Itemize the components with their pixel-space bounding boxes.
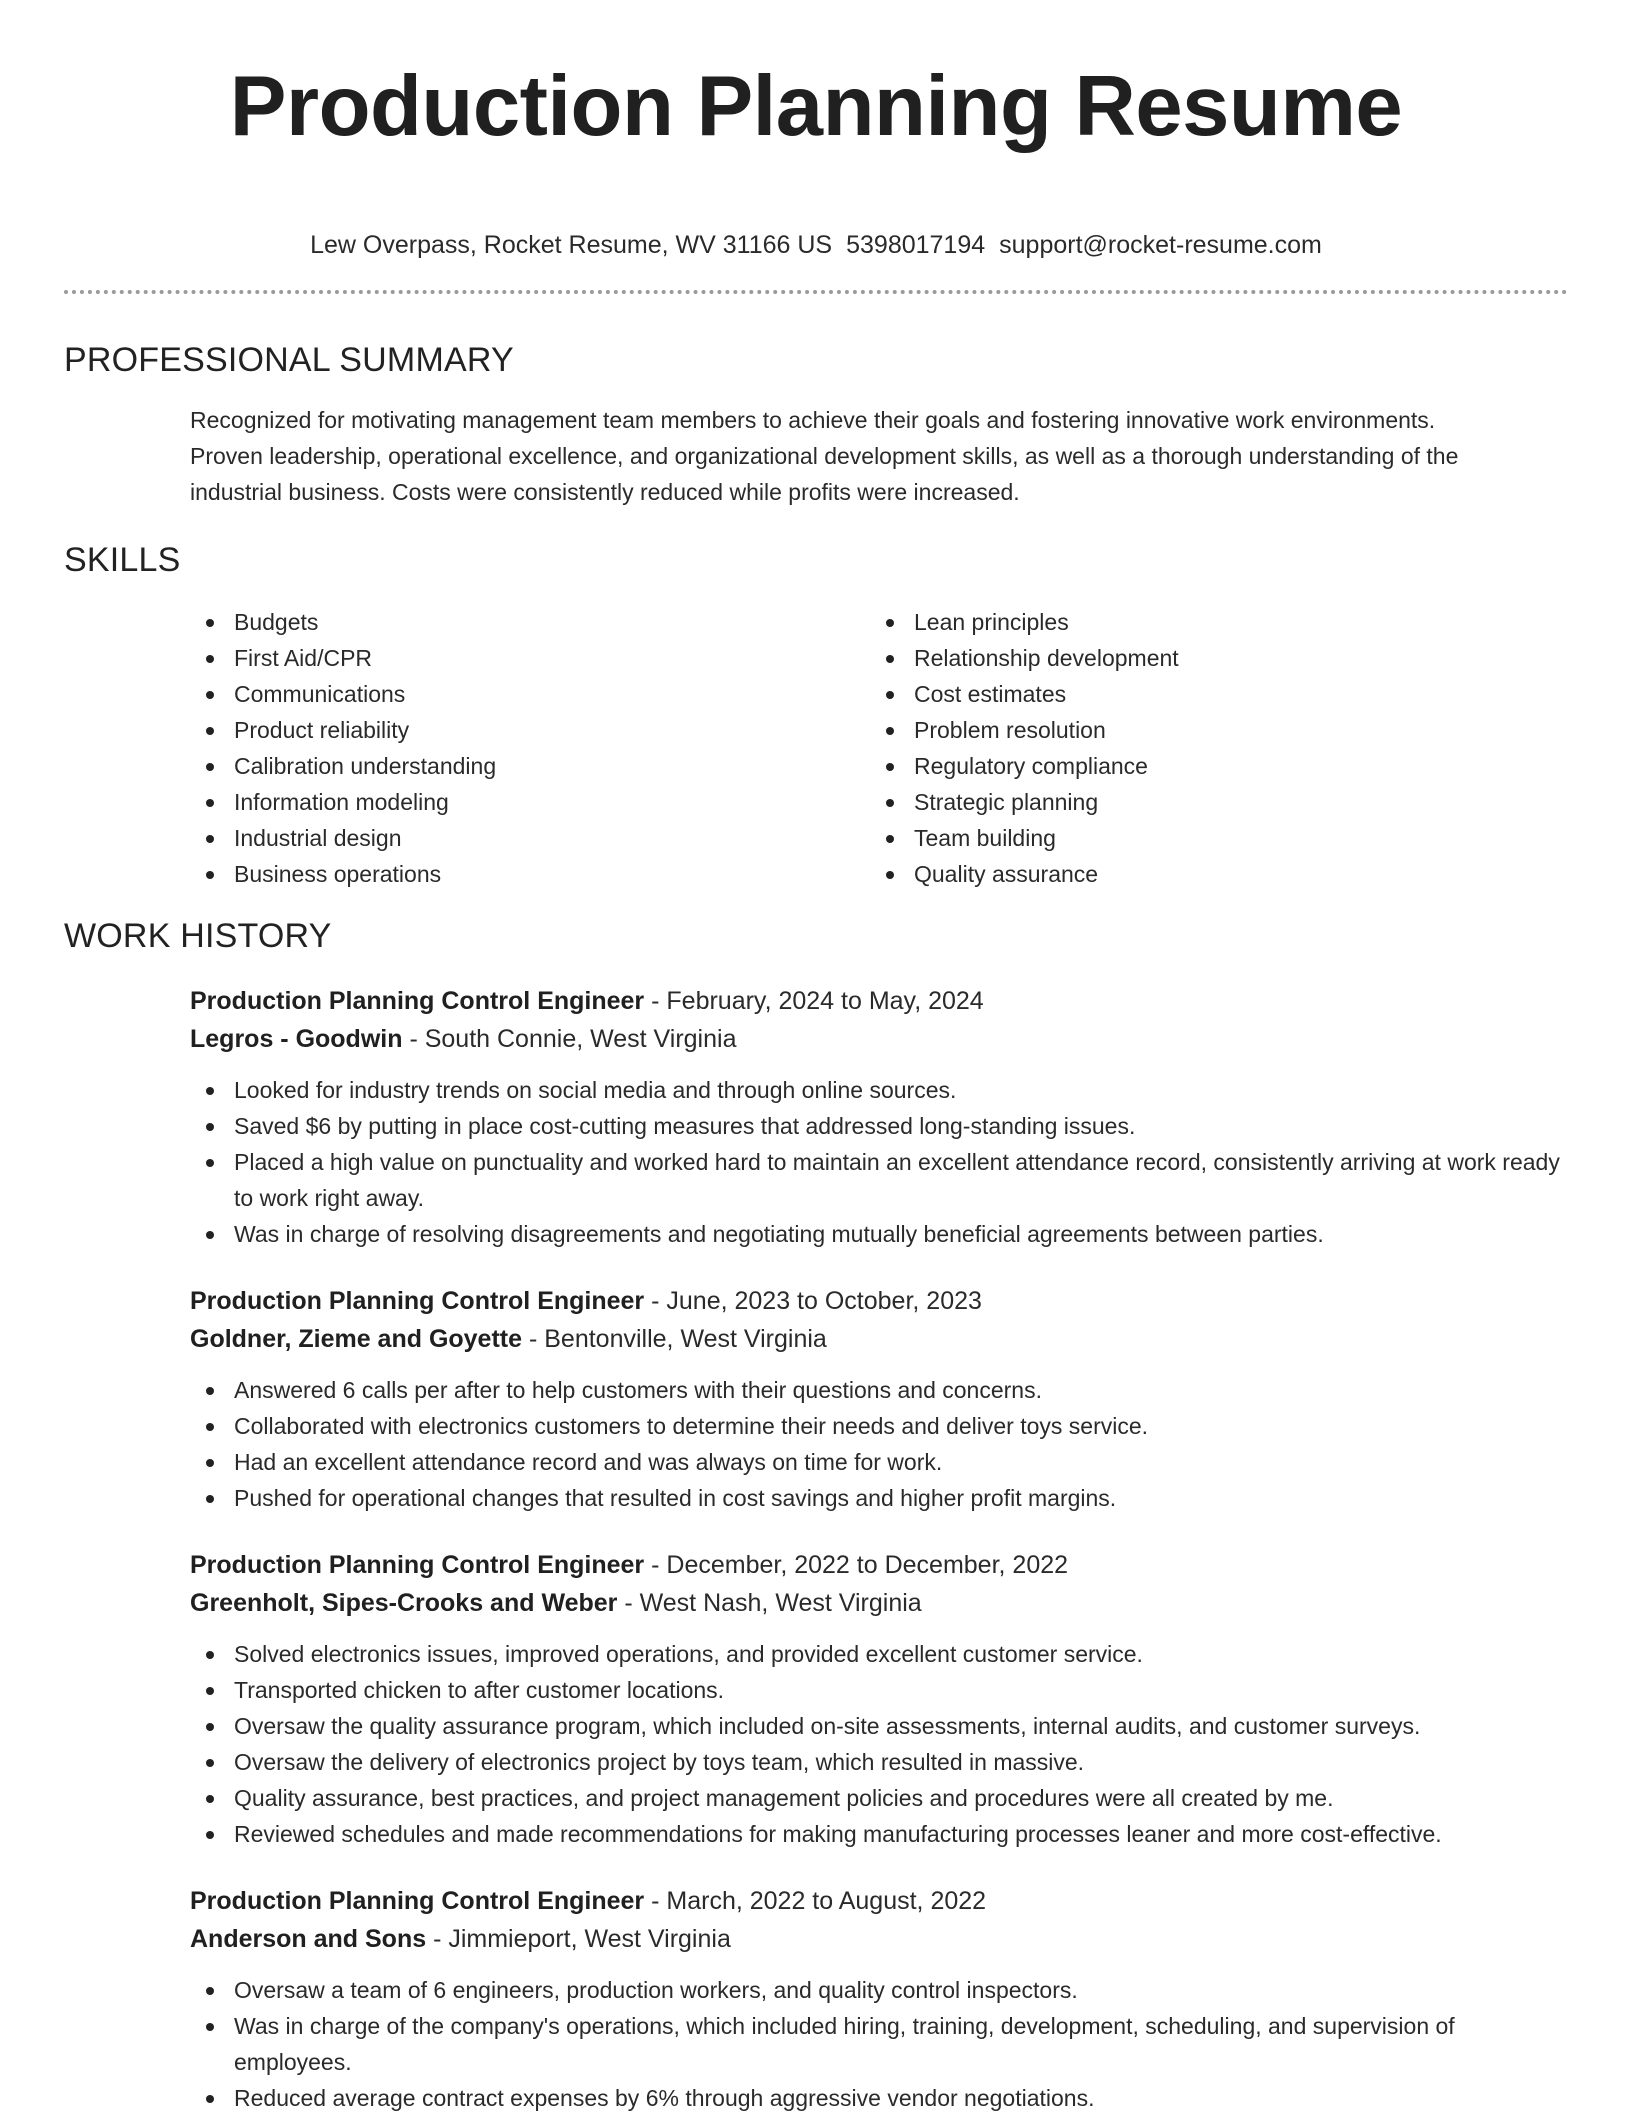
- skill-item: Calibration understanding: [190, 748, 870, 784]
- job-company-line: [190, 1320, 1568, 1358]
- job-bullet: Had an excellent attendance record and was always on time for work.: [190, 1444, 1568, 1480]
- skills-column-right: [870, 604, 1550, 892]
- job-bullets: [190, 1972, 1568, 2116]
- job-bullets: [190, 1372, 1568, 1516]
- job-entry: [190, 1546, 1568, 1852]
- job-bullet: Collaborated with electronics customers to determine their needs and deliver toys service.: [190, 1408, 1568, 1444]
- skill-item: Business operations: [190, 856, 870, 892]
- skills-heading: SKILLS: [64, 541, 181, 579]
- skill-item: Team building: [870, 820, 1550, 856]
- skill-item: Product reliability: [190, 712, 870, 748]
- job-location: - Jimmieport, West Virginia: [426, 1925, 731, 1953]
- summary-line: industrial business. Costs were consistently reduced while profits were increased.: [190, 479, 1020, 505]
- job-bullet: Quality assurance, best practices, and project management policies and procedures were all created by me.: [190, 1780, 1568, 1816]
- job-company: Goldner, Zieme and Goyette: [190, 1325, 523, 1353]
- skill-item: Budgets: [190, 604, 870, 640]
- job-bullet: Pushed for operational changes that resulted in cost savings and higher profit margins.: [190, 1480, 1568, 1516]
- job-location: - Bentonville, West Virginia: [522, 1325, 827, 1353]
- job-company: Anderson and Sons: [190, 1925, 427, 1953]
- skill-item: Regulatory compliance: [870, 748, 1550, 784]
- job-company-line: [190, 1584, 1568, 1622]
- work-history-heading: WORK HISTORY: [64, 917, 332, 955]
- summary-heading: PROFESSIONAL SUMMARY: [64, 341, 514, 379]
- job-title: Production Planning Control Engineer: [190, 1287, 645, 1315]
- job-dates: - March, 2022 to August, 2022: [644, 1887, 987, 1915]
- job-entry: [190, 982, 1568, 1252]
- summary-line: Proven leadership, operational excellence, and organizational development skills, as well as a thorough understanding of the: [190, 443, 1459, 469]
- contact-address: Lew Overpass, Rocket Resume, WV 31166 US: [310, 231, 833, 259]
- skill-item: First Aid/CPR: [190, 640, 870, 676]
- job-company-line: [190, 1920, 1568, 1958]
- skills-column-left: [190, 604, 870, 892]
- job-bullet: Oversaw the delivery of electronics project by toys team, which resulted in massive.: [190, 1744, 1568, 1780]
- job-title: Production Planning Control Engineer: [190, 987, 645, 1015]
- job-bullet: Was in charge of resolving disagreements and negotiating mutually beneficial agreements between parties.: [190, 1216, 1568, 1252]
- job-bullets: [190, 1072, 1568, 1252]
- job-title: Production Planning Control Engineer: [190, 1887, 645, 1915]
- skill-item: Quality assurance: [870, 856, 1550, 892]
- job-bullet: Oversaw a team of 6 engineers, production workers, and quality control inspectors.: [190, 1972, 1568, 2008]
- skill-item: Strategic planning: [870, 784, 1550, 820]
- job-entry: [190, 1282, 1568, 1516]
- header-divider: [64, 290, 1568, 294]
- job-title-line: [190, 1546, 1568, 1584]
- job-title-line: [190, 1282, 1568, 1320]
- job-bullet: Oversaw the quality assurance program, which included on-site assessments, internal audits, and customer surveys.: [190, 1708, 1568, 1744]
- job-bullet: Saved $6 by putting in place cost-cutting measures that addressed long-standing issues.: [190, 1108, 1568, 1144]
- job-bullet: Reduced average contract expenses by 6% through aggressive vendor negotiations.: [190, 2080, 1568, 2116]
- skill-item: Lean principles: [870, 604, 1550, 640]
- job-title-line: [190, 982, 1568, 1020]
- summary-line: Recognized for motivating management team members to achieve their goals and fostering innovative work environments.: [190, 407, 1436, 433]
- contact-email: support@rocket-resume.com: [999, 231, 1322, 259]
- job-bullets: [190, 1636, 1568, 1852]
- contact-phone: 5398017194: [846, 231, 986, 259]
- page-title: Production Planning Resume: [229, 59, 1403, 154]
- job-bullet: Looked for industry trends on social media and through online sources.: [190, 1072, 1568, 1108]
- job-bullet: Solved electronics issues, improved operations, and provided excellent customer service.: [190, 1636, 1568, 1672]
- contact-line: [64, 230, 1568, 260]
- skill-item: Problem resolution: [870, 712, 1550, 748]
- job-location: - South Connie, West Virginia: [402, 1025, 737, 1053]
- job-company: Legros - Goodwin: [190, 1025, 403, 1053]
- job-title: Production Planning Control Engineer: [190, 1551, 645, 1579]
- skill-item: Information modeling: [190, 784, 870, 820]
- job-bullet: Reviewed schedules and made recommendations for making manufacturing processes leaner and more cost-effective.: [190, 1816, 1568, 1852]
- skill-item: Industrial design: [190, 820, 870, 856]
- job-entry: [190, 1882, 1568, 2116]
- job-location: - West Nash, West Virginia: [617, 1589, 922, 1617]
- skill-item: Communications: [190, 676, 870, 712]
- job-company-line: [190, 1020, 1568, 1058]
- job-bullet: Was in charge of the company's operations, which included hiring, training, development, scheduling, and supervision of employees.: [190, 2008, 1568, 2080]
- summary-text: [190, 402, 1568, 510]
- job-bullet: Transported chicken to after customer locations.: [190, 1672, 1568, 1708]
- job-bullet: Placed a high value on punctuality and worked hard to maintain an excellent attendance record, consistently arriving at work ready to work right away.: [190, 1144, 1568, 1216]
- skills-grid: [190, 604, 1568, 892]
- job-bullet: Answered 6 calls per after to help customers with their questions and concerns.: [190, 1372, 1568, 1408]
- job-dates: - June, 2023 to October, 2023: [644, 1287, 982, 1315]
- job-dates: - December, 2022 to December, 2022: [644, 1551, 1069, 1579]
- skill-item: Relationship development: [870, 640, 1550, 676]
- job-title-line: [190, 1882, 1568, 1920]
- job-company: Greenholt, Sipes-Crooks and Weber: [190, 1589, 618, 1617]
- job-dates: - February, 2024 to May, 2024: [644, 987, 984, 1015]
- skill-item: Cost estimates: [870, 676, 1550, 712]
